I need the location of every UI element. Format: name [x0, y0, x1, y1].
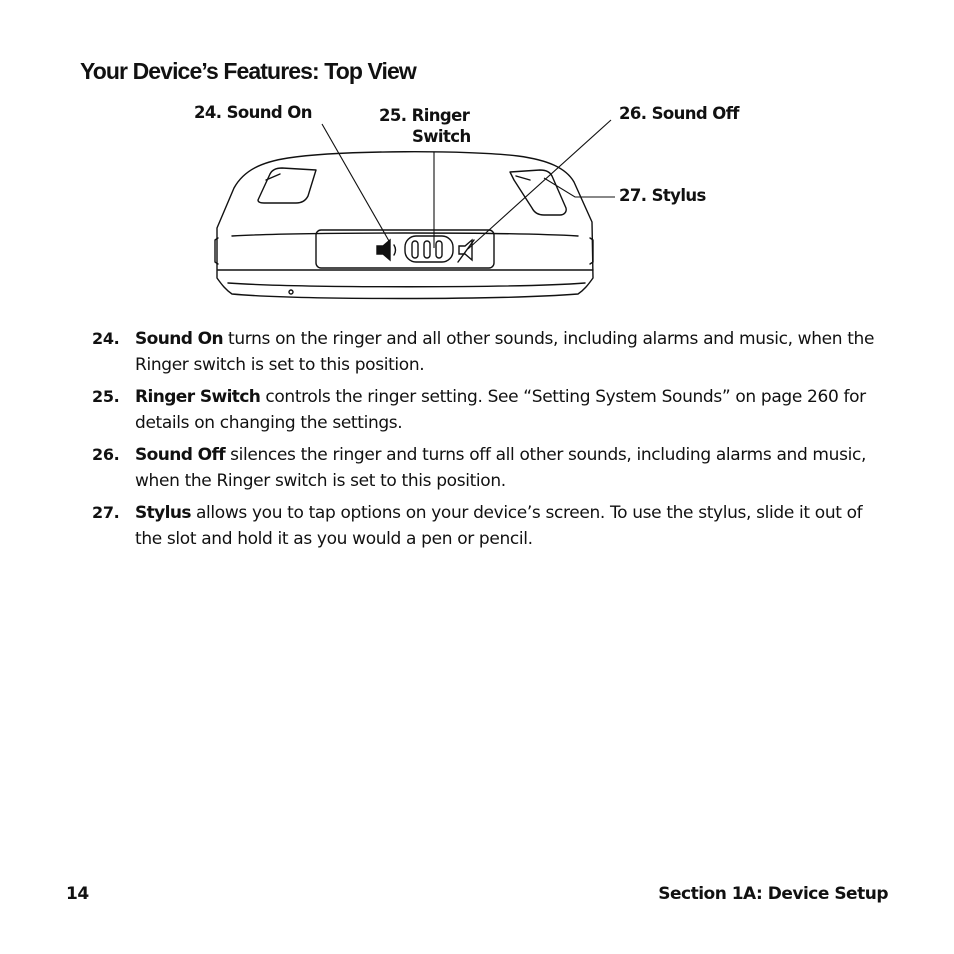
item-term: Sound On	[135, 329, 223, 349]
callout-stylus	[619, 185, 706, 206]
item-text: silences the ringer and turns off all other sounds, including alarms and music, when the Ringer switch is set to this position.	[135, 445, 866, 491]
page-title: Your Device’s Features: Top View	[80, 58, 416, 84]
callout-label: Sound On	[226, 103, 312, 122]
leader-sound-off	[468, 120, 611, 249]
list-item	[92, 500, 892, 552]
device-top-view-diagram	[0, 0, 954, 320]
section-footer: Section 1A: Device Setup	[658, 884, 888, 904]
list-item	[92, 326, 892, 378]
callout-ringer-switch	[379, 105, 471, 147]
item-text: controls the ringer setting. See “Setting System Sounds” on page 260 for details on changing the settings.	[135, 387, 866, 433]
item-number: 27.	[92, 503, 120, 522]
device-body	[217, 152, 593, 299]
speaker-off-icon	[458, 240, 474, 262]
callout-label: Sound Off	[651, 104, 739, 123]
feature-list	[92, 326, 892, 558]
item-number: 26.	[92, 445, 120, 464]
callout-label: Ringer	[411, 106, 470, 125]
callout-number: 26.	[619, 104, 647, 123]
callout-number: 25.	[379, 106, 407, 125]
callout-number: 27.	[619, 186, 647, 205]
item-term: Sound Off	[135, 445, 226, 465]
item-number: 24.	[92, 329, 120, 348]
item-text: turns on the ringer and all other sounds, including alarms and music, when the Ringer switch is set to this position.	[135, 329, 875, 375]
item-number: 25.	[92, 387, 120, 406]
callout-label: Stylus	[651, 186, 706, 205]
list-item	[92, 384, 892, 436]
callout-sound-on	[194, 102, 312, 123]
list-item	[92, 442, 892, 494]
item-term: Stylus	[135, 503, 191, 523]
speaker-on-icon	[377, 240, 396, 260]
left-slot	[258, 168, 316, 203]
callout-label-line2: Switch	[412, 127, 471, 146]
page-number: 14	[66, 884, 89, 904]
callout-number: 24.	[194, 103, 222, 122]
callout-sound-off	[619, 103, 739, 124]
item-text: allows you to tap options on your device’s screen. To use the stylus, slide it out of the slot and hold it as you would a pen or pencil.	[135, 503, 863, 549]
item-term: Ringer Switch	[135, 387, 261, 407]
